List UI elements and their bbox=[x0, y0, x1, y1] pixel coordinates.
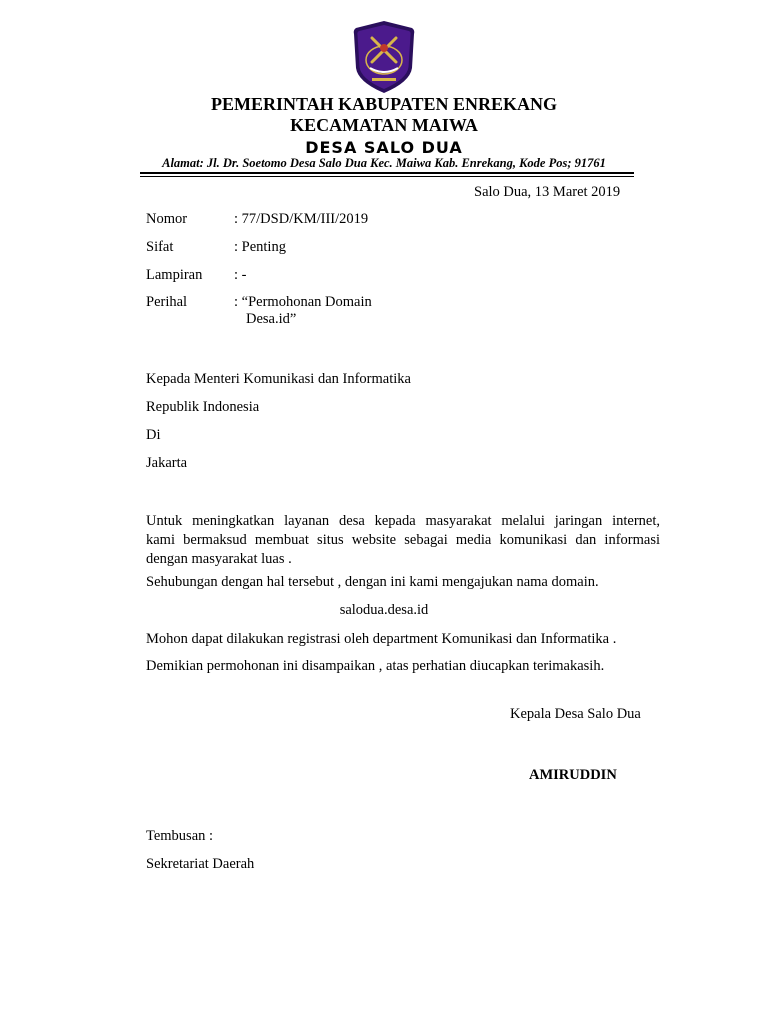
cc-label: Tembusan : bbox=[146, 828, 214, 844]
meta-label-nomor: Nomor bbox=[146, 211, 188, 227]
header-rule-thin bbox=[140, 176, 634, 177]
letter-date: Salo Dua, 13 Maret 2019 bbox=[474, 184, 621, 200]
meta-label-perihal: Perihal bbox=[146, 294, 188, 310]
header-district: KECAMATAN MAIWA bbox=[290, 115, 478, 135]
body-paragraph-3: Mohon dapat dilakukan registrasi oleh department Komunikasi dan Informatika . bbox=[146, 631, 617, 647]
regency-emblem-logo bbox=[352, 20, 416, 94]
meta-label-sifat: Sifat bbox=[146, 239, 174, 255]
cc-item: Sekretariat Daerah bbox=[146, 856, 255, 872]
header-rule-thick bbox=[140, 172, 634, 174]
meta-value-lampiran: : - bbox=[234, 267, 247, 283]
meta-value-perihal: : “Permohonan Domain bbox=[234, 294, 372, 310]
body-paragraph-1-line-1: Untuk meningkatkan layanan desa kepada masyarakat melalui jaringan internet, bbox=[146, 513, 660, 529]
recipient-line-3: Di bbox=[146, 427, 161, 443]
header-address: Alamat: Jl. Dr. Soetomo Desa Salo Dua Kec. Maiwa Kab. Enrekang, Kode Pos; 91761 bbox=[162, 156, 606, 170]
body-paragraph-2: Sehubungan dengan hal tersebut , dengan ini kami mengajukan nama domain. bbox=[146, 574, 599, 590]
signature-title: Kepala Desa Salo Dua bbox=[510, 706, 641, 722]
recipient-line-1: Kepada Menteri Komunikasi dan Informatika bbox=[146, 371, 411, 387]
meta-value-perihal-cont: Desa.id” bbox=[246, 311, 297, 327]
body-paragraph-1-line-2: kami bermaksud membuat situs website sebagai media komunikasi dan informasi bbox=[146, 532, 660, 548]
body-paragraph-4: Demikian permohonan ini disampaikan , atas perhatian diucapkan terimakasih. bbox=[146, 658, 605, 674]
signature-name: AMIRUDDIN bbox=[529, 767, 617, 783]
recipient-line-4: Jakarta bbox=[146, 455, 188, 471]
recipient-line-2: Republik Indonesia bbox=[146, 399, 260, 415]
meta-value-nomor: : 77/DSD/KM/III/2019 bbox=[234, 211, 369, 227]
header-village: DESA SALO DUA bbox=[305, 138, 463, 157]
domain-name: salodua.desa.id bbox=[339, 602, 429, 618]
body-paragraph-1-line-3: dengan masyarakat luas . bbox=[146, 551, 292, 567]
body-paragraph-1 bbox=[146, 512, 660, 569]
header-government: PEMERINTAH KABUPATEN ENREKANG bbox=[210, 94, 558, 114]
meta-label-lampiran: Lampiran bbox=[146, 267, 203, 283]
meta-value-sifat: : Penting bbox=[234, 239, 286, 255]
